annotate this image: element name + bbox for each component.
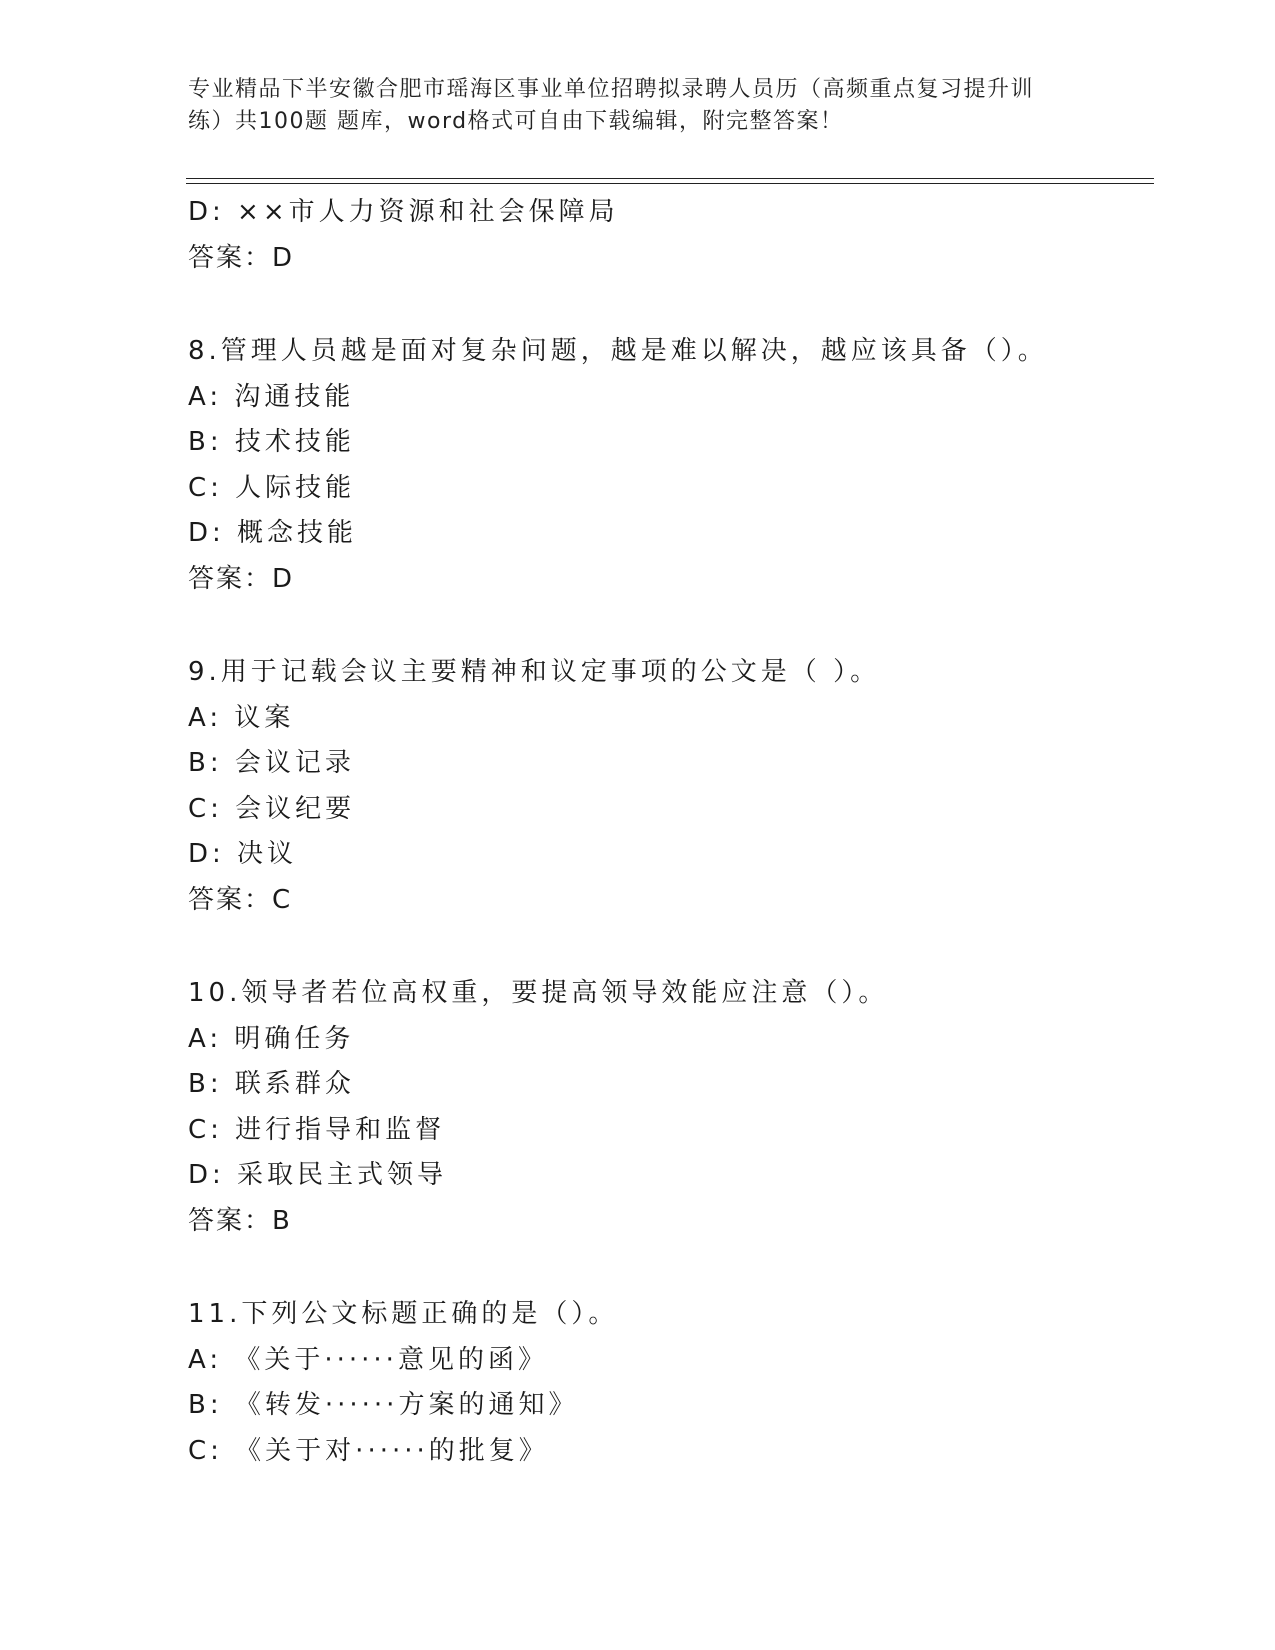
option-c: C: 会议纪要 [188, 793, 356, 824]
answer-line: 答案：B [188, 1205, 292, 1236]
question-stem: 8.管理人员越是面对复杂问题，越是难以解决，越应该具备（）。 [188, 336, 1048, 366]
option-b: B: 技术技能 [188, 427, 355, 457]
option-b: B: 会议记录 [188, 748, 355, 778]
header-divider-bottom [186, 183, 1154, 184]
header-divider-top [186, 178, 1154, 179]
question-list [188, 190, 1148, 1474]
question-stem: 11.下列公文标题正确的是（）。 [188, 1299, 619, 1329]
question-stem: 9.用于记载会议主要精神和议定事项的公文是（ ）。 [188, 657, 881, 687]
question-10 [188, 971, 1148, 1244]
option-d: D: 概念技能 [188, 518, 358, 548]
option-c: C: 《关于对······的批复》 [188, 1435, 549, 1466]
header-line-1: 专业精品下半安徽合肥市瑶海区事业单位招聘拟录聘人员历（高频重点复习提升训 [188, 77, 1035, 102]
option-c: C: 进行指导和监督 [188, 1114, 446, 1145]
option-d: D: 决议 [188, 839, 298, 869]
header-line-2: 练）共100题 题库，word格式可自由下载编辑，附完整答案！ [188, 109, 844, 134]
answer-line: 答案：C [188, 884, 293, 915]
option-c: C: 人际技能 [188, 472, 356, 503]
question-11 [188, 1292, 1148, 1474]
question-8 [188, 329, 1148, 602]
question-9 [188, 650, 1148, 923]
option-d: D: ××市人力资源和社会保障局 [188, 197, 619, 227]
option-b: B: 《转发······方案的通知》 [188, 1390, 579, 1420]
option-a: A: 明确任务 [188, 1023, 355, 1054]
answer-line: 答案：D [188, 563, 295, 594]
option-d: D: 采取民主式领导 [188, 1160, 448, 1190]
document-header [188, 74, 1088, 138]
option-a: A: 沟通技能 [188, 381, 355, 412]
option-b: B: 联系群众 [188, 1069, 355, 1099]
option-a: A: 《关于······意见的函》 [188, 1344, 548, 1375]
question-stem: 10.领导者若位高权重，要提高领导效能应注意（）。 [188, 978, 889, 1008]
option-a: A: 议案 [188, 702, 295, 733]
answer-line: 答案：D [188, 242, 295, 273]
